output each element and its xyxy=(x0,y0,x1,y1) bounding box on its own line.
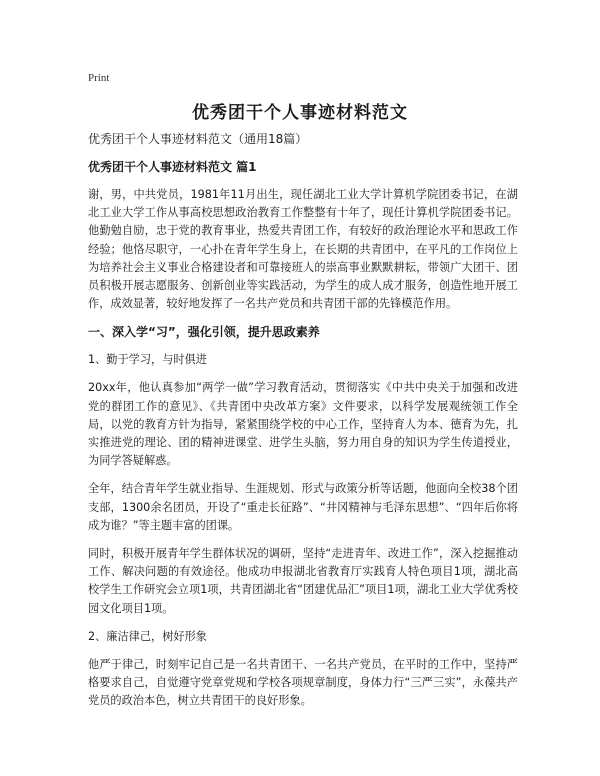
paragraph-2: 全年，结合青年学生就业指导、生涯规划、形式与政策分析等话题，他面向全校38个团支部，1300余名团员，开设了“重走长征路”、“井冈精神与毛泽东思想”、“四年后你将成为谁？”等主题丰富的团课。 xyxy=(88,482,518,532)
subheading-2: 2、廉洁律己，树好形象 xyxy=(88,629,207,643)
paragraph-1: 20xx年，他认真参加“两学一做”学习教育活动，贯彻落实《中共中央关于加强和改进党的群团工作的意见》、《共青团中央改革方案》文件要求，以科学发展观统领工作全局，以党的教育方针为指导，紧紧围绕学校的中心工作，坚持育人为本、德育为先，扎实推进党的理论、团的精神进课堂、进学生头脑，努力用自身的知识为学生传道授业，为同学答疑解惑。 xyxy=(88,381,518,468)
paragraph-4: 他严于律己，时刻牢记自己是一名共青团干、一名共产党员，在平时的工作中，坚持严格要求自己，自觉遵守党章党规和学校各项规章制度，身体力行“三严三实”，永葆共产党员的政治本色，树立共青团干的良好形象。 xyxy=(88,657,518,708)
heading-1: 一、深入学“习”，强化引领，提升思政素养 xyxy=(88,325,320,340)
paragraph-3: 同时，积极开展青年学生群体状况的调研，坚持“走进青年、改进工作”，深入挖掘推动工作、解决问题的有效途径。他成功申报湖北省教育厅实践育人特色项目1项，湖北高校学生工作研究会立项1项，共青团湖北省“团建优品汇”项目1项，湖北工业大学优秀校园文化项目1项。 xyxy=(88,547,518,615)
section-title: 优秀团干个人事迹材料范文 篇1 xyxy=(88,160,257,174)
print-label[interactable]: Print xyxy=(88,72,110,84)
paragraph-intro: 谢，男，中共党员，1981年11月出生，现任湖北工业大学计算机学院团委书记，在湖北工业大学工作从事高校思想政治教育工作整整有十年了，现任计算机学院团委书记。他勤勉自励，忠于党的教育事业，热爱共青团工作，有较好的政治理论水平和思政工作经验；他恪尽职守，一心扑在青年学生身上，在长期的共青团中，在平凡的工作岗位上为培养社会主义事业合格建设者和可靠接班人的崇高事业默默耕耘，带领广大团干、团员积极开展志愿服务、创新创业等实践活动，为学生的成人成才服务，创造性地开展工作，成效显著，较好地发挥了一名共产党员和共青团干部的先锋模范作用。 xyxy=(88,188,518,311)
document-body xyxy=(88,130,518,720)
document-subtitle: 优秀团干个人事迹材料范文（通用18篇） xyxy=(88,132,308,146)
page-title: 优秀团干个人事迹材料范文 xyxy=(192,103,408,123)
subheading-1: 1、勤于学习，与时俱进 xyxy=(88,353,207,367)
